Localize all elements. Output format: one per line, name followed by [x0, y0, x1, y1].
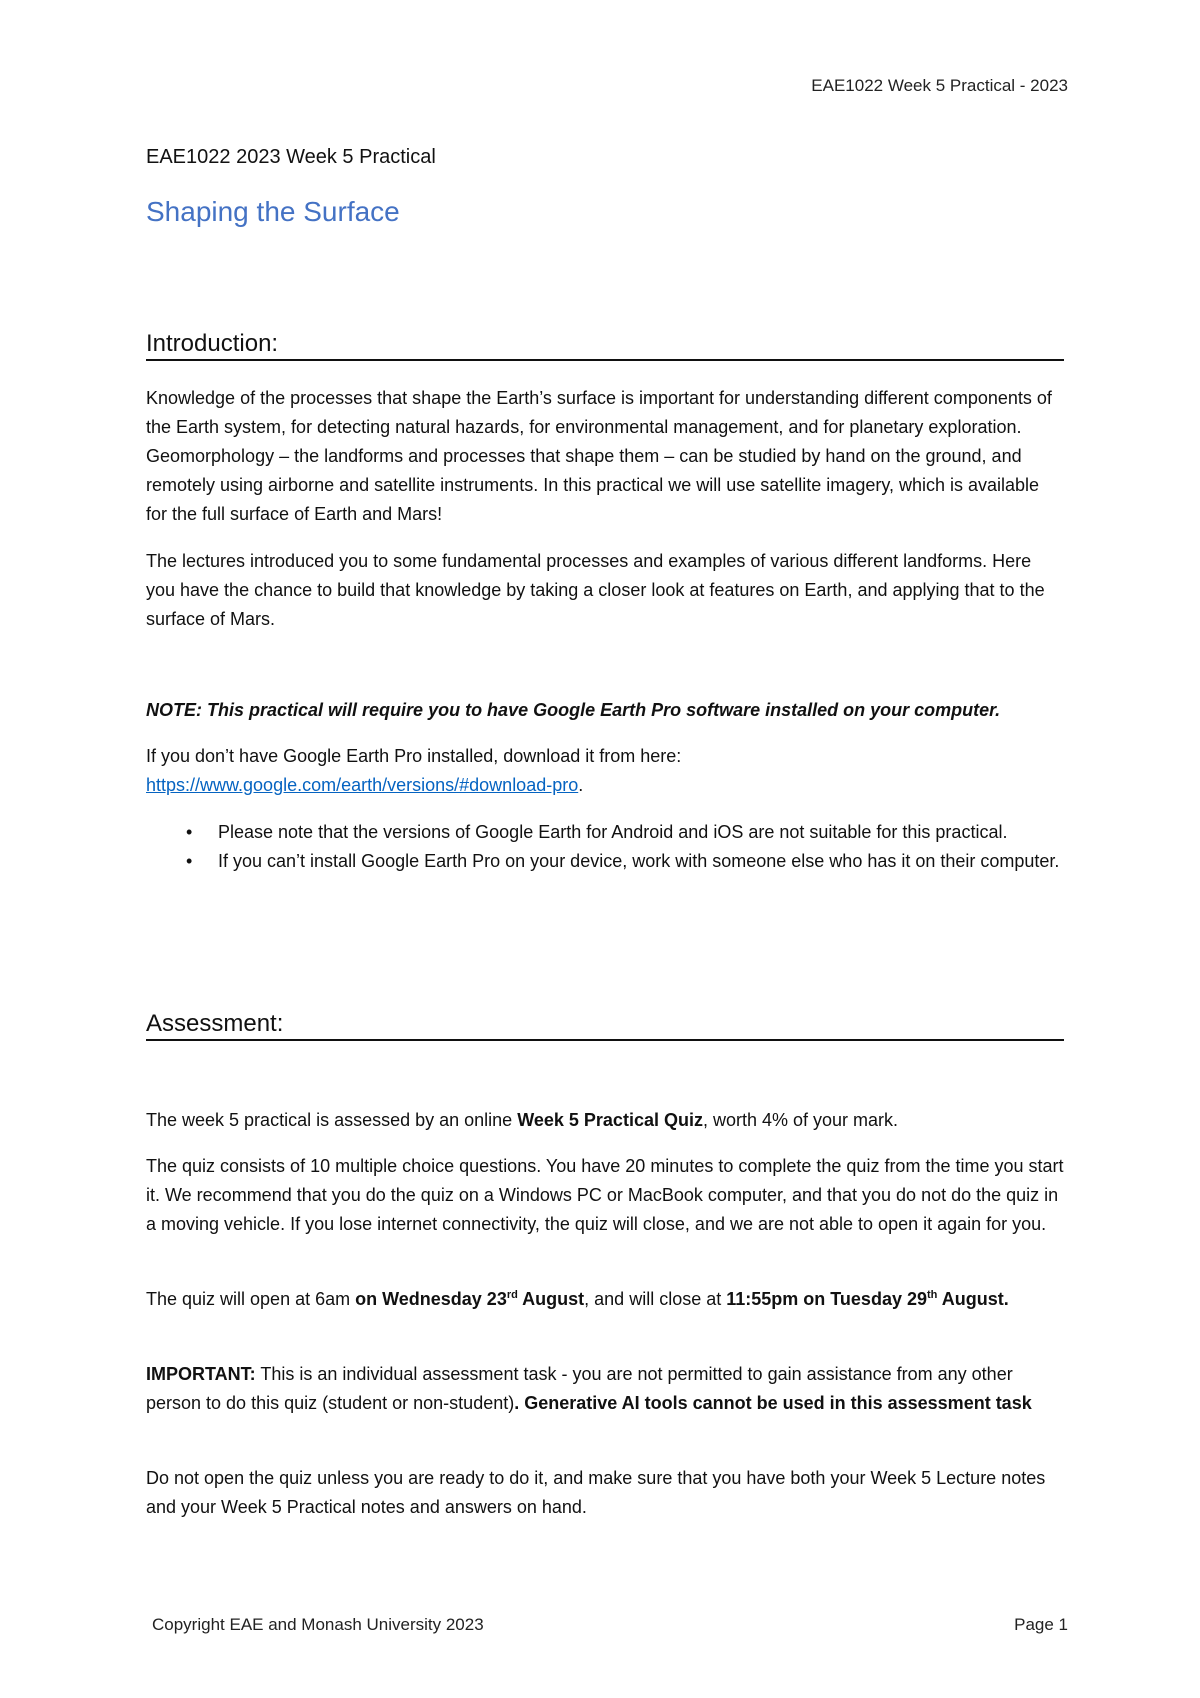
download-link[interactable]: https://www.google.com/earth/versions/#download-pro [146, 775, 579, 795]
download-text: If you don’t have Google Earth Pro installed, download it from here: [146, 746, 682, 766]
text-run: 11:55pm on Tuesday 29 [726, 1289, 927, 1309]
running-header: EAE1022 Week 5 Practical - 2023 [811, 76, 1068, 95]
introduction-heading: Introduction: [146, 330, 1064, 361]
text-run: August. [937, 1289, 1009, 1309]
download-period: . [578, 775, 584, 795]
text-run: The week 5 practical is assessed by an online [146, 1110, 518, 1130]
download-paragraph [146, 742, 1064, 800]
intro-paragraph-1: Knowledge of the processes that shape the Earth’s surface is important for understanding different components of the Earth system, for detecting natural hazards, for environmental management, and for planetary exploration. Geomorphology – the landforms and processes that shape them – can be studied by hand on the ground, and remotely using airborne and satellite instruments. In this practical we will use satellite imagery, which is available for the full surface of Earth and Mars! [146, 388, 1052, 524]
superscript: th [927, 1289, 938, 1301]
bullet-icon: • [186, 822, 193, 842]
footer-page-number: Page 1 [1014, 1615, 1068, 1634]
text-run: , worth 4% of your mark. [702, 1110, 899, 1130]
software-note: NOTE: This practical will require you to have Google Earth Pro software installed on your computer. [146, 700, 1001, 720]
document-title: EAE1022 2023 Week 5 Practical [146, 146, 436, 168]
assessment-heading: Assessment: [146, 1010, 1064, 1041]
list-item [146, 847, 1064, 876]
important-label: IMPORTANT: [146, 1364, 256, 1384]
assessment-paragraph-5: Do not open the quiz unless you are ready to do it, and make sure that you have both your Week 5 Lecture notes and your Week 5 Practical notes and answers on hand. [146, 1468, 1046, 1517]
text-run: August [517, 1289, 585, 1309]
text-run: on Wednesday 23 [355, 1289, 507, 1309]
text-run: This is an individual assessment task - you are not permitted to gain assistance from any other person to do this quiz (student or non-student) [146, 1364, 1013, 1413]
ai-policy: . Generative AI tools cannot be used in this assessment task [514, 1393, 1032, 1413]
text-run: , and will close at [584, 1289, 727, 1309]
quiz-name: Week 5 Practical Quiz [517, 1110, 703, 1130]
open-date [355, 1289, 584, 1309]
close-date [726, 1289, 1008, 1309]
superscript: rd [506, 1289, 518, 1301]
list-item-text: Please note that the versions of Google Earth for Android and iOS are not suitable for this practical. [218, 822, 1008, 842]
text-run: The quiz will open at 6am [146, 1289, 356, 1309]
intro-paragraph-2: The lectures introduced you to some fundamental processes and examples of various different landforms. Here you have the chance to build that knowledge by taking a closer look at features on Earth, and applying that to the surface of Mars. [146, 551, 1045, 629]
list-item [146, 818, 1064, 847]
assessment-paragraph-2: The quiz consists of 10 multiple choice questions. You have 20 minutes to complete the quiz from the time you start it. We recommend that you do the quiz on a Windows PC or MacBook computer, and that you do not do the quiz in a moving vehicle. If you lose internet connectivity, the quiz will close, and we are not able to open it again for you. [146, 1156, 1064, 1234]
bullet-icon: • [186, 851, 193, 871]
footer-copyright: Copyright EAE and Monash University 2023 [152, 1615, 484, 1634]
assessment-paragraph-1 [146, 1106, 1064, 1135]
list-item-text: If you can’t install Google Earth Pro on your device, work with someone else who has it on their computer. [218, 851, 1060, 871]
assessment-paragraph-4 [146, 1360, 1064, 1418]
requirements-list [146, 818, 1064, 876]
document-subtitle: Shaping the Surface [146, 196, 400, 227]
assessment-paragraph-3 [146, 1285, 1064, 1314]
